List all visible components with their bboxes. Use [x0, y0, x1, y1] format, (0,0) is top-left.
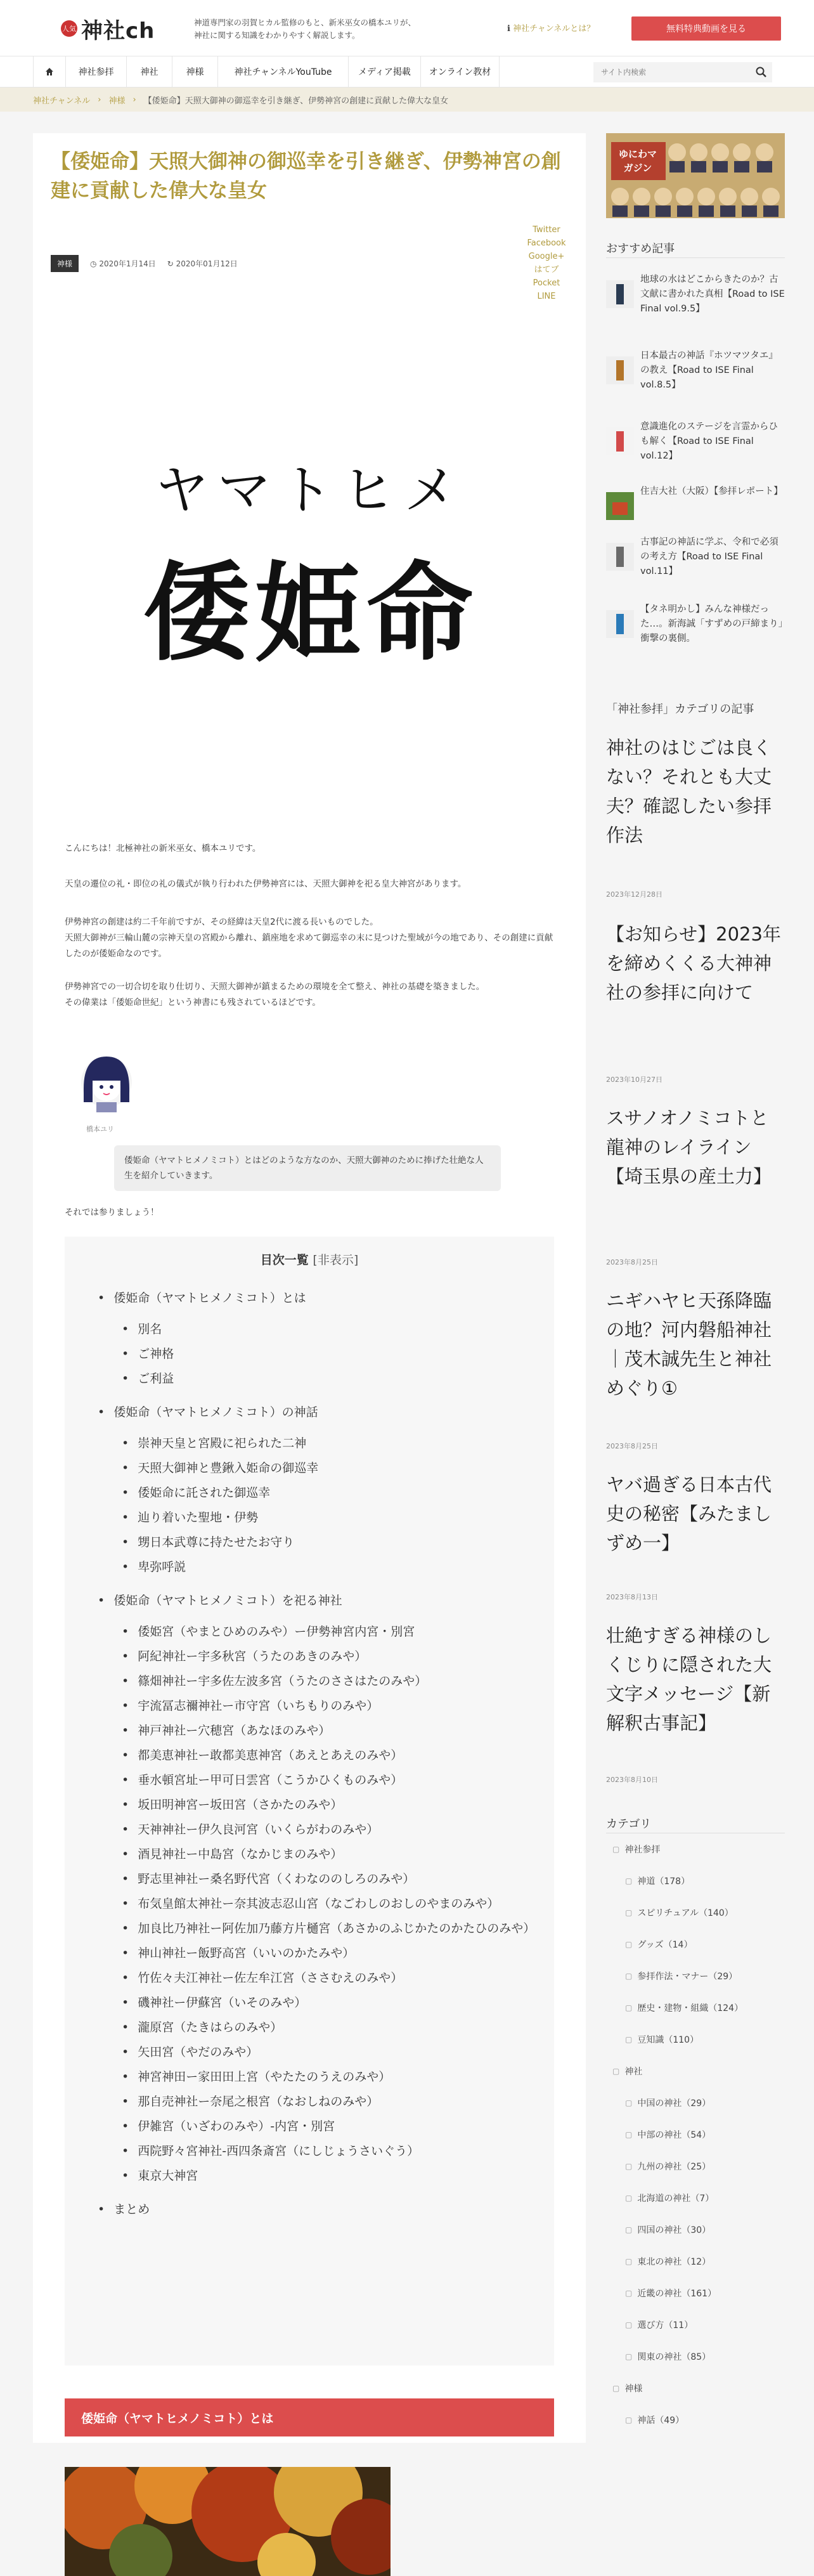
toc-title-text: 目次一覧 [260, 1253, 309, 1267]
category-label: 九州の神社（25） [637, 2162, 711, 2172]
article-title: 【倭姫命】天照大御神の御巡幸を引き継ぎ、伊勢神宮の創建に貢献した偉大な皇女 [51, 150, 561, 202]
toc-subitem[interactable]: • 西院野々宮神社-西四条斎宮（にしじょうさいぐう） [122, 2139, 541, 2164]
category-link[interactable] [612, 2065, 642, 2078]
toc-subitem[interactable]: • 甥日本武尊に持たせたお守り [122, 1530, 541, 1555]
folder-icon: ▢ [625, 2352, 633, 2361]
category-link[interactable] [625, 2414, 684, 2426]
category-article-title[interactable]: 壮絶すぎる神様のしくじりに隠された大文字メッセージ【新解釈古事記】 [606, 1625, 772, 1734]
folder-icon: ▢ [625, 1940, 633, 1949]
site-logo[interactable] [61, 15, 155, 42]
updated-date-text: 2020年01月12日 [176, 259, 238, 268]
toc-sublist [122, 1620, 541, 2189]
recommended-article[interactable] [606, 349, 785, 393]
toc-subitem[interactable]: • 卑弥呼説 [122, 1555, 541, 1580]
recommended-article-title: 意識進化のステージを言霊からひも解く【Road to ISE Final vol.12】 [640, 422, 778, 461]
category-link[interactable] [625, 2319, 693, 2331]
eyecatch-image [51, 311, 571, 818]
toc-subitem[interactable]: • 垂水頓宮址ー甲可日雲宮（こうかひくものみや） [122, 1768, 541, 1793]
folder-icon: ▢ [625, 2225, 633, 2234]
toc-item[interactable]: • 倭姫命（ヤマトヒメノミコト）とは [98, 1286, 541, 1311]
toc-title [65, 1251, 554, 1268]
folder-icon: ▢ [625, 1908, 633, 1917]
toc-subitem[interactable]: • 別名 [122, 1317, 541, 1342]
toc-toggle[interactable]: [非表示] [313, 1253, 359, 1267]
category-articles-heading: 「神社参拝」カテゴリの記事 [606, 703, 754, 716]
article-thumbnail [606, 356, 634, 384]
toc-subitem[interactable]: • 加良比乃神社ー阿佐加乃藤方片樋宮（あさかのふじかたのかたひのみや） [122, 1916, 541, 1941]
search-icon[interactable] [754, 65, 768, 79]
toc-sublist [122, 1431, 541, 1580]
category-article-date: 2023年8月25日 [606, 1442, 658, 1450]
category-link[interactable] [625, 2001, 743, 2014]
category-label: 東北の神社（12） [637, 2257, 711, 2267]
folder-icon: ▢ [625, 1877, 633, 1885]
toc-item[interactable]: • まとめ [98, 2197, 541, 2222]
categories-heading: カテゴリ [606, 1818, 652, 1831]
category-link[interactable] [625, 1970, 737, 1982]
category-article-title[interactable]: ヤバ過ぎる日本古代史の秘密【みたましずめ一】 [606, 1474, 772, 1554]
toc-subitem[interactable]: • 布気皇館太神社ー奈其波志忍山宮（なごわしのおしのやまのみや） [122, 1892, 541, 1916]
nav-item-media[interactable]: メディア掲載 [349, 56, 421, 87]
chevron-right-icon: › [132, 94, 136, 105]
category-label: 参拝作法・マナー（29） [637, 1972, 738, 1982]
recommended-article[interactable] [606, 535, 785, 579]
folder-icon: ▢ [625, 2162, 633, 2171]
recommended-article-title: 【タネ明かし】みんな神様だった…。新海誠「すずめの戸締まり」衝撃の裏側。 [640, 604, 783, 644]
avatar-name: 橋本ユリ [86, 1125, 114, 1133]
article-thumbnail [606, 280, 634, 308]
share-facebook[interactable]: Facebook [527, 238, 566, 248]
category-article-title[interactable]: 【お知らせ】2023年を締めくくる大神神社の参拝に向けて [606, 923, 781, 1003]
site-tagline [194, 16, 448, 42]
article-thumbnail [606, 543, 634, 571]
category-link[interactable] [625, 2033, 699, 2046]
toc-subitem[interactable]: • 那自売神社ー奈尾之根宮（なおしねのみや） [122, 2090, 541, 2114]
article-thumbnail [606, 427, 634, 455]
recommended-article-title: 住吉大社（大阪）【参拝レポート】 [640, 486, 783, 497]
breadcrumb-category[interactable]: 神様 [108, 96, 126, 106]
category-link[interactable] [625, 1906, 733, 1919]
category-label: 近畿の神社（161） [637, 2289, 717, 2299]
category-article-date: 2023年10月27日 [606, 1076, 662, 1084]
category-label: 豆知識（110） [637, 2035, 699, 2045]
body-line: 天照大御神が三輪山麓の宗神天皇の宮殿から離れ、鎮座地を求めて御巡幸の末に見つけた聖域が今の地であり、その創建に貢献したのが倭姫命なのです。 [65, 933, 553, 959]
toc-item[interactable]: • 倭姫命（ヤマトヒメノミコト）の神話 [98, 1400, 541, 1425]
body-paragraph [65, 979, 559, 1011]
tagline-line-2: 神社に関する知識をわかりやすく解説します。 [194, 30, 360, 40]
category-article-date: 2023年8月10日 [606, 1776, 658, 1784]
autumn-shrine-photo [65, 2467, 391, 2576]
category-link[interactable] [625, 2128, 711, 2141]
avatar [75, 1049, 138, 1119]
breadcrumb-home[interactable]: 神社チャンネル [33, 96, 91, 106]
logo-text: 神社ch [81, 18, 155, 44]
nav-item-online-courses[interactable]: オンライン教材 [421, 56, 500, 87]
category-label: スピリチュアル（140） [637, 1908, 733, 1918]
folder-icon: ▢ [625, 2035, 633, 2044]
category-article-title[interactable]: スサノオノミコトと龍神のレイライン【埼玉県の産土力】 [606, 1107, 772, 1187]
toc-sublist [122, 1317, 541, 1391]
category-label: 神話（49） [637, 2416, 685, 2426]
category-label: 神社 [624, 2067, 643, 2077]
toc-subitem[interactable]: • 東京大神宮 [122, 2164, 541, 2189]
refresh-icon: ↻ [167, 259, 176, 268]
toc-subitem[interactable]: • 天神神社ー伊久良河宮（いくらがわのみや） [122, 1818, 541, 1842]
category-link[interactable] [625, 2223, 711, 2236]
toc-subitem[interactable]: • 竹佐々夫江神社ー佐左牟江宮（ささむえのみや） [122, 1966, 541, 1991]
recommended-article[interactable] [606, 273, 785, 316]
nav-item-youtube[interactable]: 神社チャンネルYouTube [218, 56, 349, 87]
eyecatch-kanji: 倭姫命 [143, 550, 478, 675]
toc-subitem[interactable]: • 矢田宮（やだのみや） [122, 2040, 541, 2065]
category-article-title[interactable]: 神社のはじごは良くない？それとも大丈夫？確認したい参拝作法 [606, 737, 772, 846]
toc-subitem[interactable]: • 磯神社ー伊蘇宮（いそのみや） [122, 1991, 541, 2015]
toc-subitem[interactable]: • ご神格 [122, 1342, 541, 1367]
category-label: 中国の神社（29） [637, 2098, 711, 2109]
nav-item-gods[interactable]: 神様 [172, 56, 218, 87]
category-link[interactable] [625, 2160, 711, 2173]
section-heading: 倭姫命（ヤマトヒメノミコト）とは [65, 2398, 554, 2436]
toc-subitem[interactable]: • 倭姫命に託された御巡幸 [122, 1481, 541, 1506]
toc-subitem[interactable]: • 坂田明神宮ー坂田宮（さかたのみや） [122, 1793, 541, 1818]
toc-subitem[interactable]: • 崇神天皇と宮殿に祀られた二神 [122, 1431, 541, 1456]
chevron-right-icon: › [98, 94, 101, 105]
body-line: 伊勢神宮での一切合切を取り仕切り、天照大御神が鎮まるための環境を全て整え、神社の基礎を築きました。 [65, 982, 485, 992]
folder-icon: ▢ [625, 2098, 633, 2107]
search-input[interactable] [593, 62, 772, 82]
free-video-button[interactable]: 無料特典動画を見る [631, 16, 781, 41]
table-of-contents [65, 1237, 554, 2365]
folder-icon: ▢ [625, 2289, 633, 2298]
category-label: グッズ（14） [637, 1940, 693, 1950]
share-googleplus[interactable]: Google+ [528, 252, 565, 261]
folder-icon: ▢ [625, 2003, 633, 2012]
share-pocket[interactable]: Pocket [533, 278, 560, 288]
toc-subitem[interactable]: • 瀧原宮（たきはらのみや） [122, 2015, 541, 2040]
folder-icon: ▢ [625, 2320, 633, 2329]
nav-item-shrine-visit[interactable]: 神社参拝 [66, 56, 127, 87]
category-link[interactable] [625, 2192, 714, 2204]
toc-list [98, 1286, 541, 2222]
category-link[interactable] [612, 2382, 642, 2395]
toc-subitem[interactable]: • 阿紀神社ー宇多秋宮（うたのあきのみや） [122, 1644, 541, 1669]
category-article-date: 2023年12月28日 [606, 890, 662, 899]
share-hatebu[interactable]: はてブ [534, 265, 559, 275]
folder-icon: ▢ [612, 1845, 620, 1854]
category-link[interactable] [625, 1938, 692, 1951]
intro-paragraph: こんにちは！北極神社の新米巫女、橋本ユリです。 [65, 843, 261, 854]
folder-icon: ▢ [625, 2130, 633, 2139]
yuniwa-magazine-banner[interactable] [606, 133, 785, 218]
published-date [90, 258, 156, 269]
main-nav [0, 56, 814, 88]
toc-subitem[interactable]: • 野志里神社ー桑名野代宮（くわなののしろのみや） [122, 1867, 541, 1892]
site-header [0, 0, 814, 56]
folder-icon: ▢ [612, 2067, 620, 2076]
toc-subitem[interactable]: • 辿り着いた聖地・伊勢 [122, 1506, 541, 1530]
category-article-date: 2023年8月13日 [606, 1593, 658, 1601]
category-article-date: 2023年8月25日 [606, 1258, 658, 1266]
divider [606, 257, 785, 258]
folder-icon: ▢ [625, 1972, 633, 1981]
folder-icon: ▢ [612, 2384, 620, 2393]
updated-date [167, 258, 238, 269]
toc-subitem[interactable]: • 神宮神田ー家田田上宮（やたたのうえのみや） [122, 2065, 541, 2090]
about-link[interactable] [507, 22, 595, 34]
category-label: 選び方（11） [637, 2320, 694, 2331]
recommended-article[interactable] [606, 420, 785, 464]
category-link[interactable] [625, 1875, 690, 1887]
category-label: 神様 [624, 2384, 643, 2394]
info-icon: ℹ [507, 24, 514, 34]
body-line: 伊勢神宮の創建は約二千年前ですが、その経緯は天皇2代に渡る長いものでした。 [65, 917, 378, 927]
tagline-line-1: 神道専門家の羽賀ヒカル監修のもと、新米巫女の橋本ユリが、 [194, 18, 417, 27]
article-thumbnail [606, 492, 634, 520]
toc-item[interactable]: • 倭姫命（ヤマトヒメノミコト）を祀る神社 [98, 1589, 541, 1613]
article [33, 133, 586, 2443]
category-label: 四国の神社（30） [637, 2225, 711, 2235]
toc-subitem[interactable]: • 伊雑宮（いざわのみや）-内宮・別宮 [122, 2114, 541, 2139]
share-twitter[interactable]: Twitter [533, 225, 560, 235]
share-buttons [515, 223, 578, 303]
toc-subitem[interactable]: • 天照大御神と豊鍬入姫命の御巡幸 [122, 1456, 541, 1481]
category-label: 歴史・建物・組織（124） [637, 2003, 744, 2013]
banner-image [606, 133, 785, 218]
body-line: その偉業は「倭姫命世紀」という神書にも残されているほどです。 [65, 998, 321, 1008]
category-label: 北海道の神社（7） [637, 2194, 714, 2204]
nav-home[interactable] [33, 56, 66, 87]
recommended-article-title: 日本最古の神話『ホツマツタエ』の教え【Road to ISE Final vol.8.5】 [640, 351, 778, 390]
recommended-article[interactable] [606, 485, 785, 520]
category-link[interactable] [612, 1843, 660, 1856]
banner-title: ゆにわマガジン [618, 148, 657, 174]
toc-subitem[interactable]: • 篠畑神社ー宇多佐左波多宮（うたのささはたのみや） [122, 1669, 541, 1694]
breadcrumb-current: 【倭姫命】天照大御神の御巡幸を引き継ぎ、伊勢神宮の創建に貢献した偉大な皇女 [143, 96, 449, 106]
breadcrumb [0, 88, 814, 112]
category-link[interactable] [625, 2350, 711, 2363]
toc-subitem[interactable]: • 宇流冨志禰神社ー市守宮（いちもりのみや） [122, 1694, 541, 1719]
folder-icon: ▢ [625, 2257, 633, 2266]
category-label: 関東の神社（85） [637, 2352, 711, 2362]
folder-icon: ▢ [625, 2416, 633, 2424]
category-label: 神道（178） [637, 1877, 690, 1887]
folder-icon: ▢ [625, 2194, 633, 2202]
about-link-label: 神社チャンネルとは？ [513, 24, 595, 34]
recommended-article-title: 地球の水はどこからきたのか？古文献に書かれた真相【Road to ISE Final vol.9.5】 [640, 275, 785, 314]
logo-mark: 人気 [61, 20, 77, 37]
recommended-article-title: 古事記の神話に学ぶ、令和で必須の考え方【Road to ISE Final vol.11】 [640, 537, 778, 576]
clock-icon: ◷ [90, 259, 100, 268]
category-article-title[interactable]: ニギハヤヒ天孫降臨の地？河内磐船神社｜茂木誠先生と神社めぐり① [606, 1290, 772, 1399]
published-date-text: 2020年1月14日 [99, 259, 156, 268]
toc-subitem[interactable]: • 神戸神社ー穴穂宮（あなほのみや） [122, 1719, 541, 1743]
category-link[interactable] [625, 2097, 711, 2109]
speech-bubble: 倭姫命（ヤマトヒメノミコト）とはどのような方なのか、天照大御神のために捧げた壮絶な人生を紹介していきます。 [114, 1145, 501, 1191]
article-thumbnail [606, 610, 634, 638]
home-icon [45, 67, 54, 76]
category-badge[interactable]: 神様 [51, 255, 79, 272]
recommended-article[interactable] [606, 602, 785, 646]
article-meta [51, 255, 238, 272]
nav-item-shrines[interactable]: 神社 [127, 56, 172, 87]
body-paragraph: 天皇の遷位の礼・即位の礼の儀式が執り行われた伊勢神宮には、天照大御神を祀る皇大神宮があります。 [65, 879, 467, 889]
category-label: 神社参拝 [624, 1845, 661, 1855]
toc-subitem[interactable]: • 神山神社ー飯野高宮（いいのかたみや） [122, 1941, 541, 1966]
body-paragraph: それでは参りましょう！ [65, 1207, 159, 1218]
category-link[interactable] [625, 2287, 716, 2300]
body-paragraph [65, 914, 559, 962]
recommended-heading: おすすめ記事 [606, 242, 675, 256]
category-link[interactable] [625, 2255, 711, 2268]
eyecatch-kana: ヤマトヒメ [155, 459, 466, 521]
share-line[interactable]: LINE [537, 292, 556, 301]
toc-subitem[interactable]: • 倭姫宮（やまとひめのみや）ー伊勢神宮内宮・別宮 [122, 1620, 541, 1644]
toc-subitem[interactable]: • ご利益 [122, 1367, 541, 1391]
toc-subitem[interactable]: • 都美恵神社ー敢都美恵神宮（あえとあえのみや） [122, 1743, 541, 1768]
category-label: 中部の神社（54） [637, 2130, 711, 2140]
toc-subitem[interactable]: • 酒見神社ー中島宮（なかじまのみや） [122, 1842, 541, 1867]
